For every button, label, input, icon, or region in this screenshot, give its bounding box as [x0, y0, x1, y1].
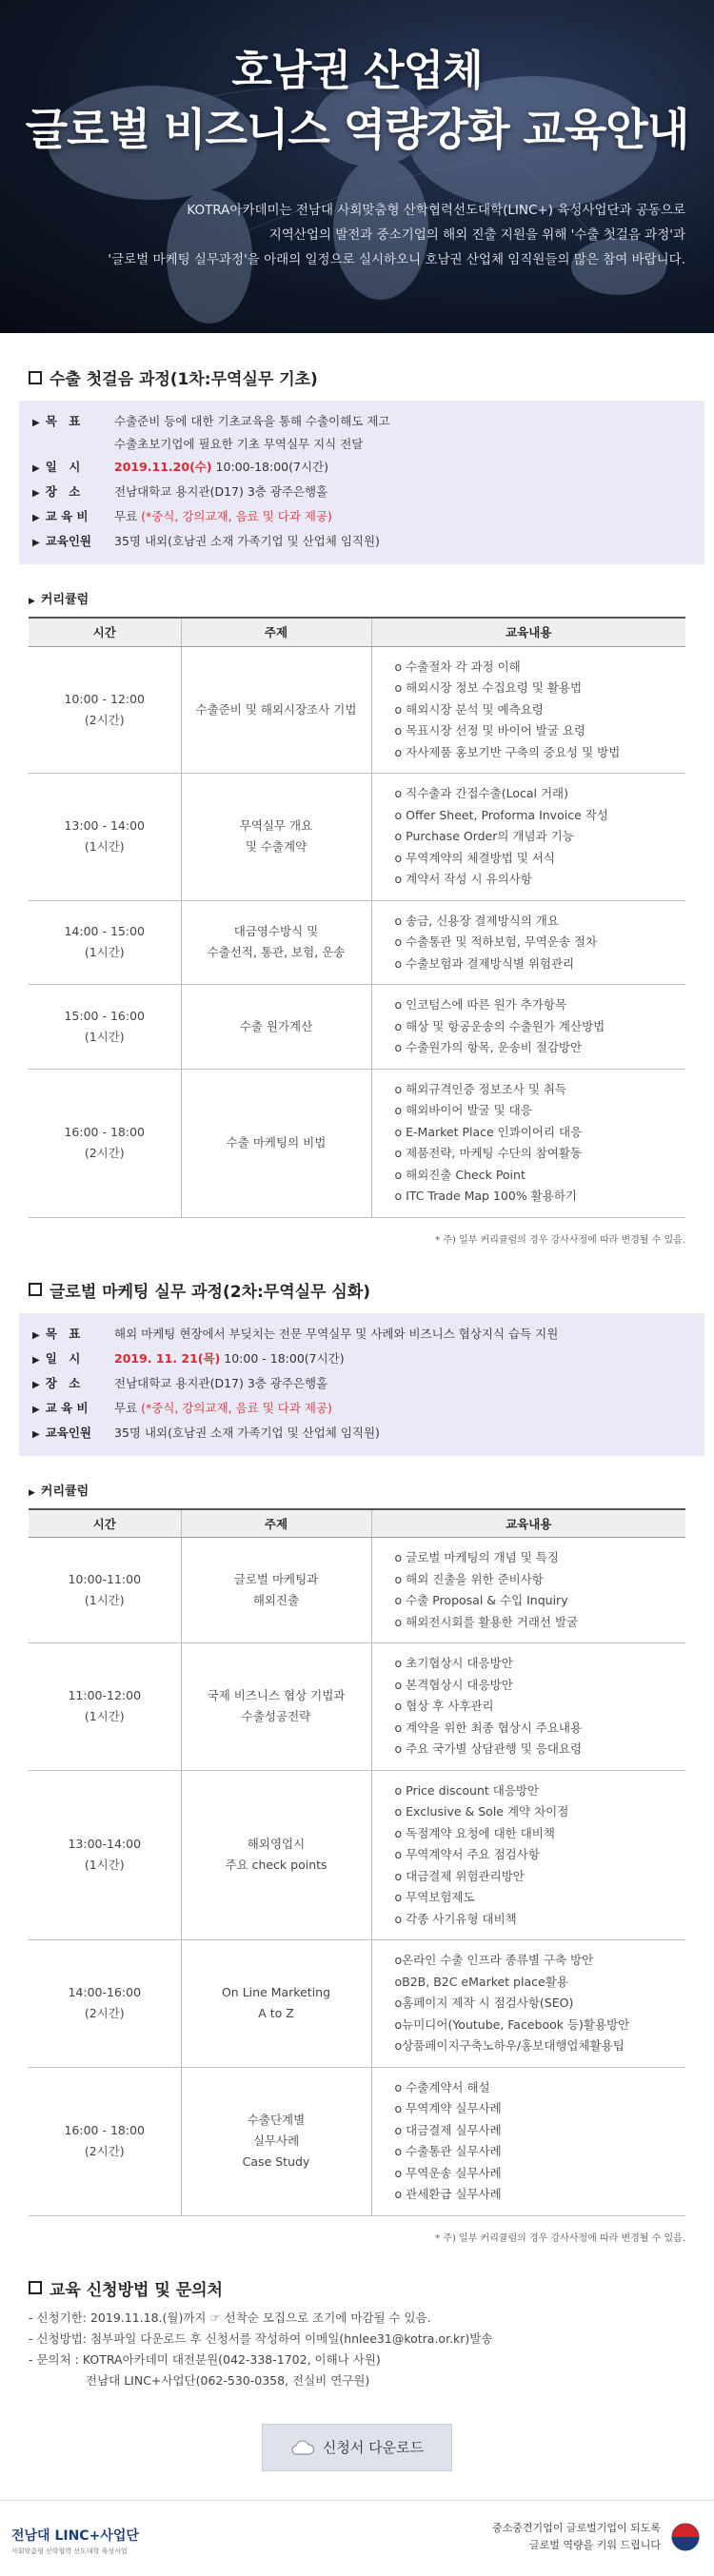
course2-info-box: ▶ 목 표 해외 마케팅 현장에서 부딪치는 전문 무역실무 및 사례와 비즈니스 협상지식 습득 지원 ▶ 일 시 2019. 11. 21(목) 10:00 - 18:00(7시간) ▶ 장 소 전남대학교 용지관(D17) 3층 광주은행홀 ▶ 교 육 비 무료 (*중식, 강의교재, 음료 및 다과 제공) ▶ 교육인원 35명 내외(호남권 소재 가족기업 및 산업체 임직원): [19, 1313, 704, 1456]
table-row: [29, 1643, 685, 1771]
table-cell-topic: On Line Marketing A to Z: [181, 1940, 371, 2068]
table-cell-topic: 무역실무 개요 및 수출계약: [181, 774, 371, 901]
banner-intro: [29, 198, 685, 272]
table-cell-time: 14:00-16:00 (2시간): [29, 1940, 181, 2068]
table-cell-topic: 수출 원가계산: [181, 985, 371, 1070]
table-cell-topic: 국제 비즈니스 협상 기법과 수출성공전략: [181, 1643, 371, 1771]
table-header: 시간: [29, 618, 181, 646]
arrow-right-icon: ▶: [32, 488, 40, 499]
table-row: [29, 900, 685, 985]
table-cell-content: o 직수출과 간접수출(Local 거래) o Offer Sheet, Proforma Invoice 작성 o Purchase Order의 개념과 기능 o 무역계약의 체결방법 및 서식 o 계약서 작성 시 유의사항: [371, 774, 685, 901]
checkbox-square-icon: [29, 2281, 42, 2294]
table-cell-content: o 인코텀스에 따른 원가 추가항목 o 해상 및 항공운송의 수출원가 계산방법 o 수출원가의 항목, 운송비 절감방안: [371, 985, 685, 1070]
course1-curriculum-label: ▶ 커리큘럼: [29, 593, 89, 607]
apply-line: 전남대 LINC+사업단(062-530-0358, 전실비 연구원): [86, 2372, 370, 2388]
table-cell-topic: 수출단계별 실무사례 Case Study: [181, 2067, 371, 2215]
course1-date: 2019.11.20(수): [114, 460, 212, 474]
arrow-right-icon: ▶: [32, 538, 40, 548]
table-row: [29, 2067, 685, 2215]
table-cell-time: 11:00-12:00 (1시간): [29, 1643, 181, 1771]
arrow-right-icon: ▶: [32, 1329, 40, 1341]
table-row: [29, 1940, 685, 2068]
table-cell-content: o 수출계약서 해설 o 무역계약 실무사례 o 대금결제 실무사례 o 수출통관 실무사례 o 무역운송 실무사례 o 관세환급 실무사례: [371, 2067, 685, 2215]
apply-section: [0, 2276, 714, 2471]
arrow-right-icon: ▶: [32, 1428, 40, 1440]
table-cell-time: 13:00-14:00 (1시간): [29, 1770, 181, 1940]
apply-line: - 신청방법: 첨부파일 다운로드 후 신청서를 작성하여 이메일(hnlee31@kotra.or.kr)발송: [29, 2330, 493, 2346]
table-cell-topic: 수출 마케팅의 비법: [181, 1069, 371, 1217]
course1-info-box: ▶ 목 표 수출준비 등에 대한 기초교육을 통해 수출이해도 제고 수출초보기업에 필요한 기초 무역실무 지식 전달 ▶ 일 시 2019.11.20(수) 10:00-18:00(7시간) ▶ 장 소 전남대학교 용지관(D17) 3층 광주은행홀 ▶ 교 육 비 무료 (*중식, 강의교재, 음료 및 다과 제공) ▶ 교육인원 35명 내외(호남권 소재 가족기업 및 산업체 임직원): [19, 401, 704, 564]
table-cell-content: o 해외규격인증 정보조사 및 취득 o 해외바이어 발굴 및 대응 o E-Market Place 인콰이어리 대응 o 제품전략, 마케팅 수단의 참여활동 o 해외진출 Check Point o ITC Trade Map 100% 활용하기: [371, 1069, 685, 1217]
course2-date: 2019. 11. 21(목): [114, 1350, 221, 1366]
table-cell-topic: 대금영수방식 및 수출선적, 통관, 보험, 운송: [181, 900, 371, 985]
table-header: 시간: [29, 1509, 181, 1538]
apply-line: - 신청기한: 2019.11.18.(월)까지 ☞ 선착순 모집으로 조기에 마감될 수 있음.: [29, 2310, 431, 2325]
table-row: [29, 774, 685, 901]
apply-title: 교육 신청방법 및 문의처: [29, 2276, 685, 2300]
table-header: 주제: [181, 618, 371, 646]
table-cell-time: 14:00 - 15:00 (1시간): [29, 900, 181, 985]
checkbox-square-icon: [29, 1283, 42, 1296]
table-cell-content: o 송금, 신용장 결제방식의 개요 o 수출통관 및 적하보험, 무역운송 절차 o 수출보험과 결제방식별 위험관리: [371, 900, 685, 985]
header-banner: [0, 0, 714, 333]
table-cell-time: 10:00 - 12:00 (2시간): [29, 646, 181, 774]
course2-curriculum-table: [29, 1508, 685, 2216]
checkbox-square-icon: [29, 371, 42, 384]
linc-logo: 전남대 LINC+사업단 사회맞춤형 산학협력 선도대학 육성사업: [11, 2527, 139, 2555]
apply-details: [29, 2308, 714, 2391]
table-cell-time: 15:00 - 16:00 (1시간): [29, 985, 181, 1070]
arrow-right-icon: ▶: [32, 1404, 40, 1415]
table-header: 교육내용: [371, 1509, 685, 1538]
table-cell-time: 10:00-11:00 (1시간): [29, 1538, 181, 1643]
table-cell-content: o온라인 수출 인프라 종류별 구축 방안 oB2B, B2C eMarket place활용 o홈페이지 제작 시 점검사항(SEO) o뉴미디어(Youtube, Facebook 등)활용방안 o상품페이지구축노하우/홍보대행업체활용팁: [371, 1940, 685, 2068]
arrow-right-icon: ▶: [32, 1379, 40, 1390]
arrow-right-icon: ▶: [32, 1354, 40, 1366]
kotra-logo-icon: [666, 2518, 704, 2556]
table-row: [29, 1770, 685, 1940]
table-cell-content: o 수출절차 각 과정 이해 o 해외시장 정보 수집요령 및 활용법 o 해외시장 분석 및 예측요령 o 목표시장 선정 및 바이어 발굴 요령 o 자사제품 홍보기반 구축의 중요성 및 방법: [371, 646, 685, 774]
intro-line: KOTRA아카데미는 전남대 사회맞춤형 산학협력선도대학(LINC+) 육성사업단과 공동으로: [187, 203, 685, 218]
table-cell-time: 16:00 - 18:00 (2시간): [29, 2067, 181, 2215]
course2-title: 글로벌 마케팅 실무 과정(2차:무역실무 심화): [29, 1278, 685, 1302]
table-cell-time: 13:00 - 14:00 (1시간): [29, 774, 181, 901]
footer: [0, 2500, 714, 2576]
table-header: 주제: [181, 1509, 371, 1538]
table-cell-topic: 글로벌 마케팅과 해외진출: [181, 1538, 371, 1643]
course2-section: [0, 1278, 714, 2244]
apply-line: - 문의처 : KOTRA아카데미 대전분원(042-338-1702, 이해나 사원): [29, 2351, 381, 2367]
cloud-download-icon: [290, 2439, 315, 2456]
triangle-right-icon: ▶: [29, 597, 35, 606]
table-row: [29, 1538, 685, 1643]
table-cell-topic: 해외영업시 주요 check points: [181, 1770, 371, 1940]
course2-note: * 주) 일부 커리큘럼의 경우 강사사정에 따라 변경될 수 있음.: [435, 2232, 685, 2244]
download-application-button[interactable]: 신청서 다운로드: [262, 2424, 452, 2471]
table-header: 교육내용: [371, 618, 685, 646]
course1-section: [0, 365, 714, 1246]
table-cell-topic: 수출준비 및 해외시장조사 기법: [181, 646, 371, 774]
intro-line: '글로벌 마케팅 실무과정'을 아래의 일정으로 실시하오니 호남권 산업체 임직원들의 많은 참여 바랍니다.: [108, 252, 685, 267]
arrow-right-icon: ▶: [32, 513, 40, 523]
banner-title-line2: 글로벌 비즈니스 역량강화 교육안내: [25, 104, 689, 155]
triangle-right-icon: ▶: [29, 1487, 35, 1498]
table-row: [29, 646, 685, 774]
table-cell-content: o Price discount 대응방안 o Exclusive & Sole 계약 차이점 o 독점계약 요청에 대한 대비책 o 무역계약서 주요 점검사항 o 대금결제 위험관리방안 o 무역보험제도 o 각종 사기유형 대비책: [371, 1770, 685, 1940]
course2-curriculum-label: ▶ 커리큘럼: [29, 1484, 89, 1499]
table-cell-time: 16:00 - 18:00 (2시간): [29, 1069, 181, 1217]
table-row: [29, 1069, 685, 1217]
table-cell-content: o 글로벌 마케팅의 개념 및 특징 o 해외 진출을 위한 준비사항 o 수출 Proposal & 수입 Inquiry o 해외전시회를 활용한 거래선 발굴: [371, 1538, 685, 1643]
table-cell-content: o 초기협상시 대응방안 o 본격협상시 대응방안 o 협상 후 사후관리 o 계약을 위한 최종 협상시 주요내용 o 주요 국가별 상담관행 및 응대요령: [371, 1643, 685, 1771]
intro-line: 지역산업의 발전과 중소기업의 해외 진출 지원을 위해 '수출 첫걸음 과정'과: [268, 227, 685, 243]
arrow-right-icon: ▶: [32, 418, 40, 428]
table-row: [29, 985, 685, 1070]
kotra-slogan: 중소중견기업이 글로벌기업이 되도록 글로벌 역량을 키워 드립니다: [491, 2521, 661, 2551]
course1-title: 수출 첫걸음 과정(1차:무역실무 기초): [29, 365, 685, 389]
arrow-right-icon: ▶: [32, 463, 40, 474]
course1-curriculum-table: [29, 617, 685, 1218]
course1-note: * 주) 일부 커리큘럼의 경우 강사사정에 따라 변경될 수 있음.: [435, 1234, 685, 1246]
banner-title-line1: 호남권 산업체: [231, 47, 483, 95]
